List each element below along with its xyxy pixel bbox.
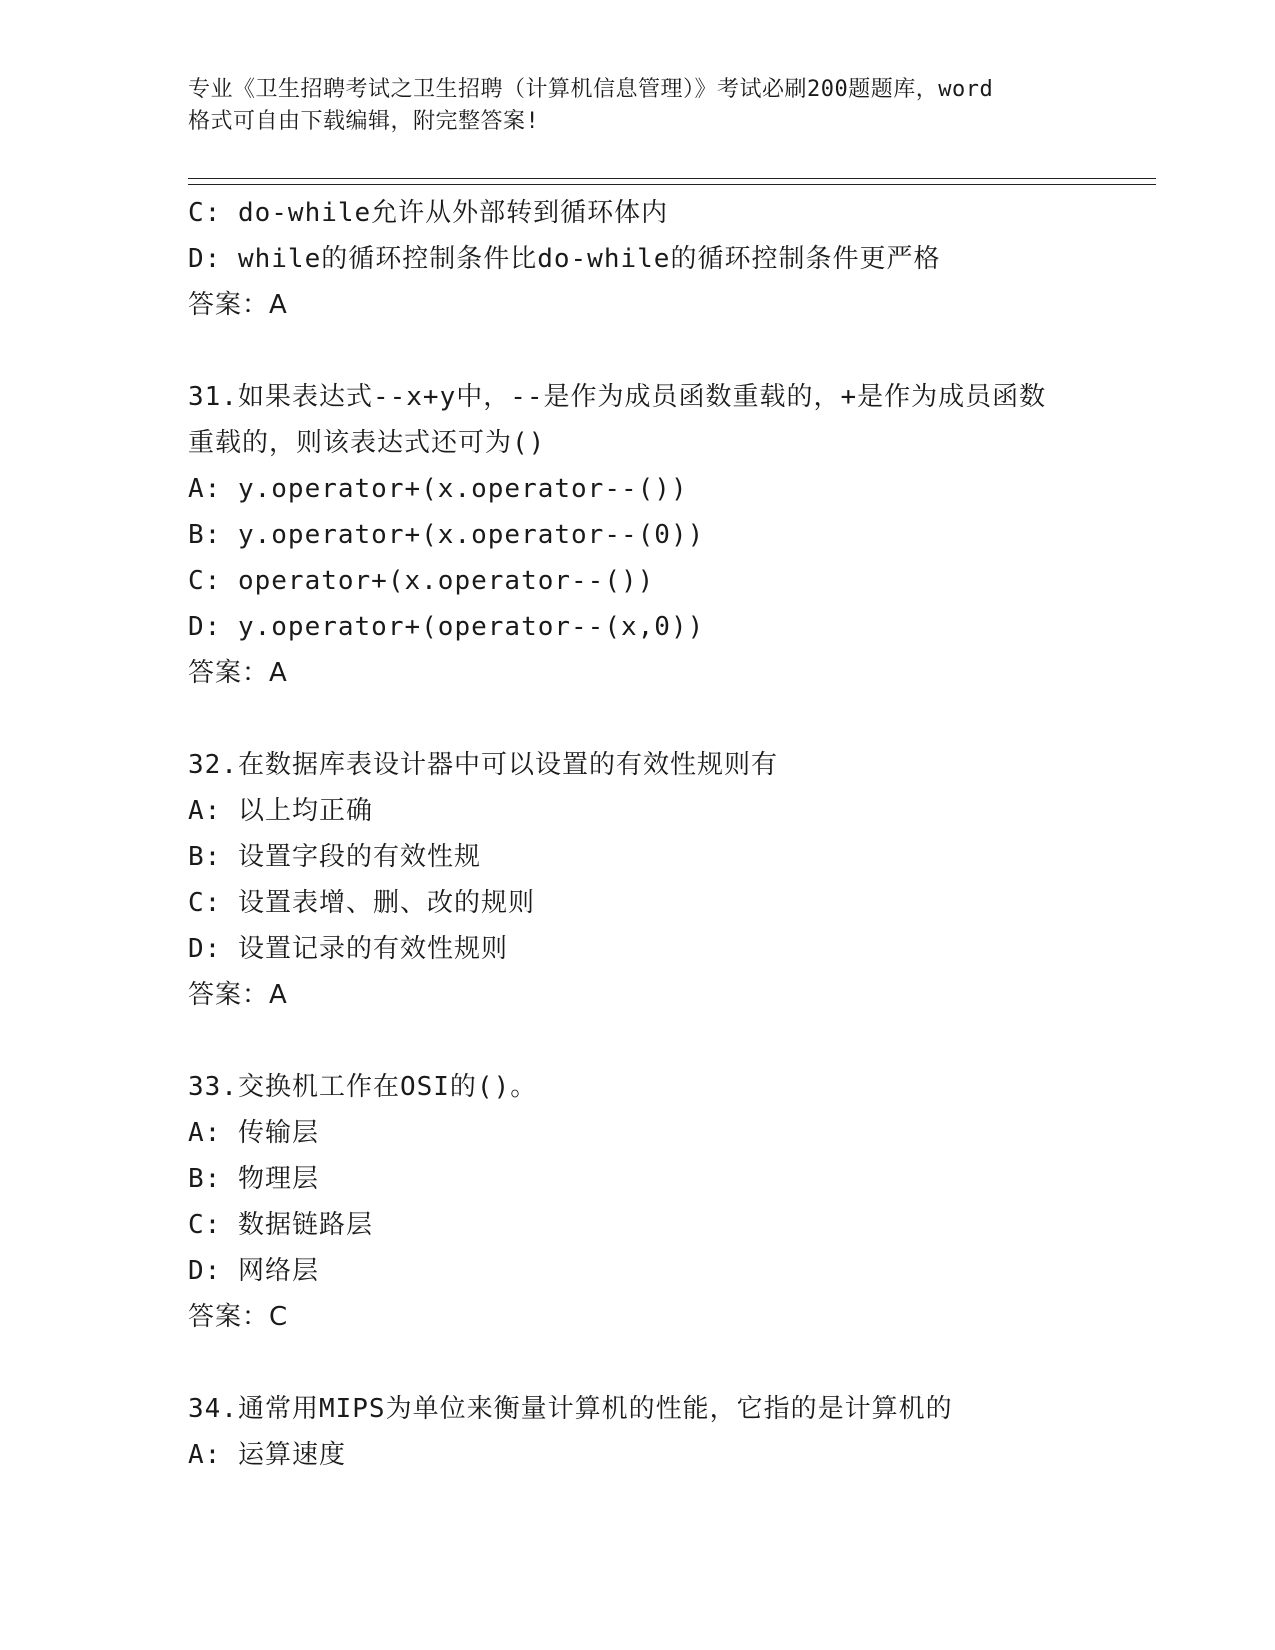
question-stem: 重载的，则该表达式还可为() xyxy=(188,428,546,458)
option-d: D: while的循环控制条件比do-while的循环控制条件更严格 xyxy=(188,244,941,274)
option-c: C: operator+(x.operator--()) xyxy=(188,566,655,596)
question-stem: 34.通常用MIPS为单位来衡量计算机的性能，它指的是计算机的 xyxy=(188,1394,953,1424)
question-31 xyxy=(188,374,1148,696)
question-30-continuation xyxy=(188,190,1148,328)
option-a: A: 传输层 xyxy=(188,1118,319,1148)
answer-line: 答案：C xyxy=(188,1302,289,1332)
option-b: B: 设置字段的有效性规 xyxy=(188,842,481,872)
question-34 xyxy=(188,1386,1148,1478)
option-c: C: 数据链路层 xyxy=(188,1210,373,1240)
answer-line: 答案：A xyxy=(188,658,288,688)
option-b: B: 物理层 xyxy=(188,1164,319,1194)
question-32 xyxy=(188,742,1148,1018)
header-title-line-1: 专业《卫生招聘考试之卫生招聘（计算机信息管理）》考试必刷200题题库，word xyxy=(188,77,994,102)
spacer xyxy=(188,1340,1148,1386)
spacer xyxy=(188,696,1148,742)
option-c: C: 设置表增、删、改的规则 xyxy=(188,888,535,918)
question-stem: 32.在数据库表设计器中可以设置的有效性规则有 xyxy=(188,750,778,780)
answer-line: 答案：A xyxy=(188,980,288,1010)
option-d: D: 网络层 xyxy=(188,1256,319,1286)
option-c: C: do-while允许从外部转到循环体内 xyxy=(188,198,669,228)
question-list xyxy=(188,190,1148,1478)
option-d: D: y.operator+(operator--(x,0)) xyxy=(188,612,705,642)
answer-line: 答案：A xyxy=(188,290,288,320)
spacer xyxy=(188,328,1148,374)
option-a: A: y.operator+(x.operator--()) xyxy=(188,474,688,504)
header-title-line-2: 格式可自由下载编辑，附完整答案! xyxy=(188,109,540,134)
header-divider-bottom xyxy=(188,184,1156,185)
question-stem: 33.交换机工作在OSI的()。 xyxy=(188,1072,538,1102)
option-a: A: 运算速度 xyxy=(188,1440,346,1470)
option-b: B: y.operator+(x.operator--(0)) xyxy=(188,520,705,550)
document-header xyxy=(188,74,1088,138)
question-33 xyxy=(188,1064,1148,1340)
option-a: A: 以上均正确 xyxy=(188,796,373,826)
header-divider-top xyxy=(188,178,1156,179)
spacer xyxy=(188,1018,1148,1064)
question-stem: 31.如果表达式--x+y中，--是作为成员函数重载的，+是作为成员函数 xyxy=(188,382,1047,412)
option-d: D: 设置记录的有效性规则 xyxy=(188,934,508,964)
